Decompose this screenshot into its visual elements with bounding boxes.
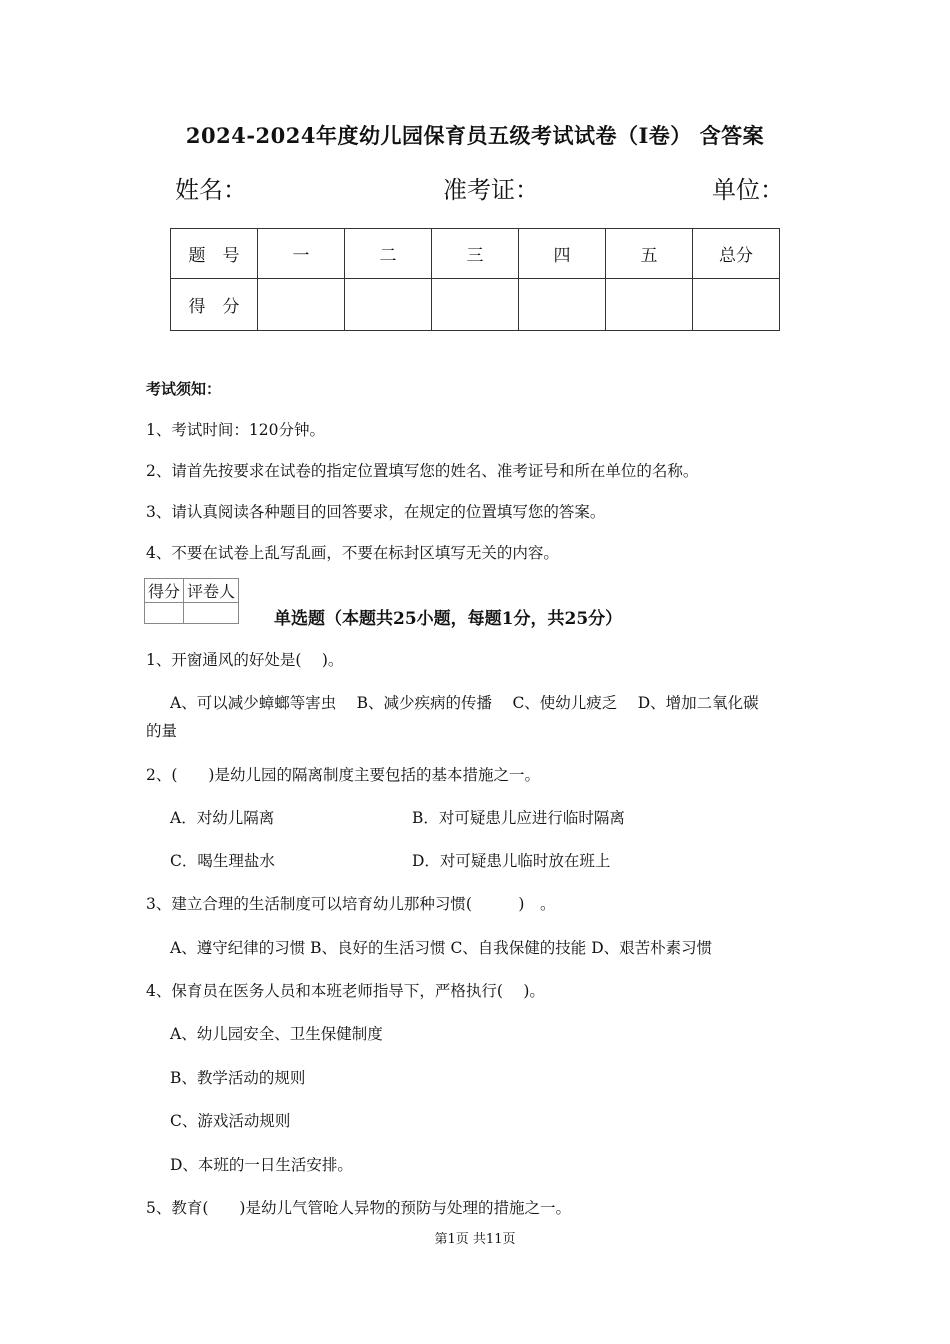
score-header-5: 五: [606, 229, 693, 279]
score-header-2: 二: [345, 229, 432, 279]
option-d: D、本班的一日生活安排。: [170, 1156, 353, 1174]
score-cell-5[interactable]: [606, 279, 693, 331]
grader-score-cell[interactable]: [145, 603, 184, 624]
score-cell-2[interactable]: [345, 279, 432, 331]
score-table: [170, 228, 780, 331]
candidate-info-row: [0, 170, 950, 206]
option-d: D．对可疑患儿临时放在班上: [412, 852, 611, 870]
exam-number-label: 准考证：: [443, 176, 539, 204]
question-options-continued: 的量: [146, 722, 178, 740]
score-cell-4[interactable]: [519, 279, 606, 331]
page-title: 2024-2024年度幼儿园保育员五级考试试卷（I卷） 含答案: [185, 123, 765, 148]
question-stem: 2、( )是幼儿园的隔离制度主要包括的基本措施之一。: [146, 766, 540, 784]
score-row-label: 得 分: [171, 279, 258, 331]
question-stem: 1、开窗通风的好处是( )。: [146, 651, 344, 669]
option-c: C．喝生理盐水: [170, 852, 275, 870]
score-header-1: 一: [258, 229, 345, 279]
notice-title: 考试须知：: [146, 380, 222, 398]
grader-name-cell[interactable]: [184, 603, 239, 624]
score-header-3: 三: [432, 229, 519, 279]
option-a: A、幼儿园安全、卫生保健制度: [170, 1025, 383, 1043]
score-header-4: 四: [519, 229, 606, 279]
notice-item: 3、请认真阅读各种题目的回答要求，在规定的位置填写您的答案。: [146, 503, 606, 521]
score-table-header-row: [171, 229, 780, 279]
option-c: C、游戏活动规则: [170, 1112, 291, 1130]
section-title: 单选题（本题共25小题，每题1分，共25分）: [274, 609, 623, 629]
question-stem: 3、建立合理的生活制度可以培育幼儿那种习惯( ) 。: [146, 895, 556, 913]
page-footer: 第1页 共11页: [434, 1232, 516, 1247]
score-header-label: 题 号: [171, 229, 258, 279]
unit-label: 单位：: [712, 176, 784, 204]
grader-table: [144, 578, 239, 624]
question-stem: 4、保育员在医务人员和本班老师指导下，严格执行( )。: [146, 982, 545, 1000]
option-b: B．对可疑患儿应进行临时隔离: [412, 809, 625, 827]
notice-item: 2、请首先按要求在试卷的指定位置填写您的姓名、准考证号和所在单位的名称。: [146, 462, 699, 480]
question-options: A、可以减少蟑螂等害虫 B、减少疾病的传播 C、使幼儿疲乏 D、增加二氧化碳: [170, 694, 759, 712]
score-cell-total[interactable]: [693, 279, 780, 331]
notice-item: 1、考试时间：120分钟。: [146, 421, 325, 439]
notice-item: 4、不要在试卷上乱写乱画，不要在标封区填写无关的内容。: [146, 544, 559, 562]
score-header-total: 总分: [693, 229, 780, 279]
question-stem: 5、教育( )是幼儿气管呛人异物的预防与处理的措施之一。: [146, 1199, 571, 1217]
score-cell-3[interactable]: [432, 279, 519, 331]
question-options: A、遵守纪律的习惯 B、良好的生活习惯 C、自我保健的技能 D、艰苦朴素习惯: [170, 939, 713, 957]
option-a: A．对幼儿隔离: [170, 809, 275, 827]
grader-score-label: 得分: [145, 579, 184, 603]
score-cell-1[interactable]: [258, 279, 345, 331]
grader-name-label: 评卷人: [184, 579, 239, 603]
score-table-score-row: [171, 279, 780, 331]
option-b: B、教学活动的规则: [170, 1069, 306, 1087]
name-label: 姓名：: [175, 176, 247, 204]
